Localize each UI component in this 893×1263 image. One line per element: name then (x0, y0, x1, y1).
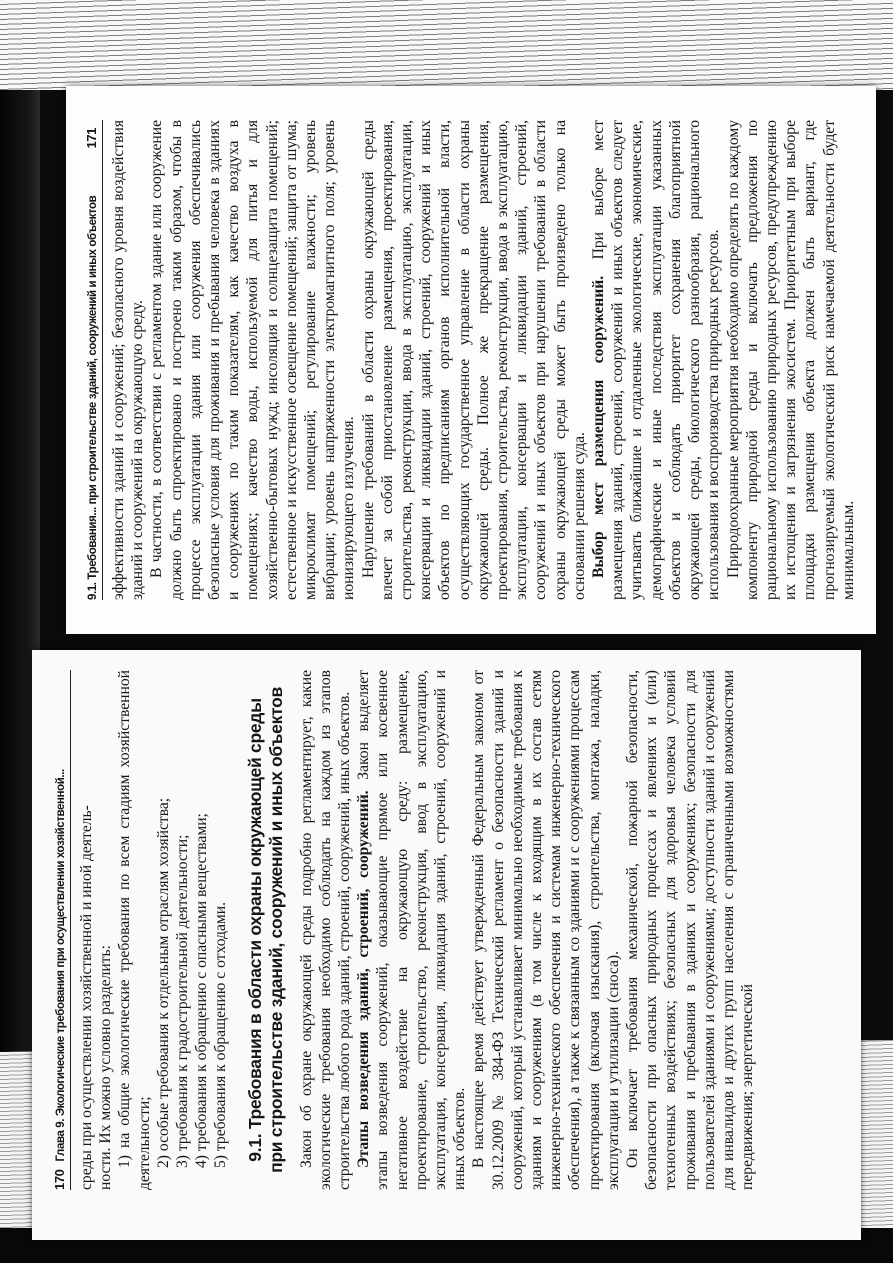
paragraph (354, 670, 469, 1190)
list-item: 1) на общие экологические требования по всем стадиям хозяйственной деятельности; (116, 670, 153, 1190)
paragraph (589, 120, 723, 600)
paragraph: Он включает требования механической, пожарной безопасности, безопасности при опасных природных процессах и явлениях и (или) техногенных воздействиях; безопасных для здоровья человека условий проживания и пребывания в зданиях и сооружениях; безопасности для пользователей зданиями и сооружениями; доступности зданий и сооружений для инвалидов и других групп населения с ограниченными возможностями передвижения; энергетической (624, 670, 757, 1190)
running-head-title: Глава 9. Экологические требования при осуществлении хозяйственной... (55, 769, 67, 1162)
list-item: 5) требования к обращению с отходами. (212, 901, 230, 1168)
paragraph-text: При выборе мест размещения зданий, строений, сооружений и иных объектов следует учитывать ближайшие и отдаленные экологические, экономические, демографические и иные последствия эксплуатации указанных объектов и соблюдать приоритет сохранения благоприятной окружающей среды, биологического разнообразия, рационального использования и воспроизводства природных ресурсов. (590, 120, 723, 600)
heading-line: при строительстве зданий, сооружений и иных объектов (265, 687, 286, 1173)
running-head-title: 9.1. Требования... при строительстве зданий, сооружений и иных объектов (87, 195, 99, 600)
page-number: 171 (84, 128, 99, 149)
running-head (52, 670, 71, 1190)
page-stack-edge (0, 0, 893, 90)
running-head (84, 120, 103, 600)
run-in-heading: Выбор мест размещения сооружений. (590, 275, 608, 578)
paragraph: В настоящее время действует утвержденный Федеральным законом от 30.12.2009 № 384-ФЗ Технический регламент о безопасности зданий и сооружений, который устанавливает минимально необходимые требования к зданиям и сооружениям (в том числе к входящим в их состав сетям инженерно-технического обеспечения и системам инженерно-технического обеспечения), а также к связанным со зданиями и с сооружениями процессам проектирования (включая изыскания), строительства, монтажа, наладки, эксплуатации и утилизации (сноса). (470, 670, 622, 1190)
list-item: 2) особые требования к отдельным отраслям хозяйства; (154, 797, 172, 1168)
paragraph: Нарушение требований в области охраны окружающей среды влечет за собой приостановление размещения, проектирования, строительства, реконструкции, ввода в эксплуатацию, эксплуатации, консервации и ликвидации зданий, строений, сооружений и иных объектов по предписаниям органов исполнительной власти, осуществляющих государственное управление в области охраны окружающей среды. Полное же прекращение размещения, проектирования, строительства, реконструкции, ввода в эксплуатацию, эксплуатации, консервации и ликвидации зданий, строений, сооружений и иных объектов при нарушении требований в области охраны окружающей среды может быть произведено только на основании решения суда. (359, 120, 588, 600)
text-line: среды при осуществлении хозяйственной и иной деятель- (78, 805, 95, 1190)
text-line: ности. Их можно условно разделить: (97, 945, 115, 1190)
paragraph (77, 670, 115, 1190)
section-heading (245, 670, 287, 1190)
paragraph: Природоохранные мероприятия необходимо определять по каждому компоненту природной среды и включать предложения по рациональному использованию природных ресурсов, предупреждению их истощения и загрязнения экосистем. Приоритетным при выборе площадки размещения объекта должен быть вариант, где прогнозируемый экологический риск намечаемой деятельности будет минимальным. (724, 120, 857, 600)
list-item: 4) требования к обращению с опасными веществами; (193, 813, 211, 1168)
paragraph: Закон об охране окружающей среды подробно регламентирует, какие экологические требования необходимо соблюдать на каждом из этапов строительства любого рода зданий, строений, сооружений, иных объектов. (297, 670, 354, 1190)
page-171-content (84, 120, 874, 600)
run-in-heading: Этапы возведения зданий, строений, сооружений. (355, 790, 373, 1168)
heading-line: 9.1. Требования в области охраны окружающей среды (244, 698, 265, 1162)
paragraph: В частности, в соответствии с регламентом здание или сооружение должно быть спроектировано и построено таким образом, чтобы в процессе эксплуатации здания или сооружения обеспечивались безопасные условия для проживания и пребывания человека в зданиях и сооружениях по таким показателям, как качество воздуха в помещениях; качество воды, используемой для питья и для хозяйственно-бытовых нужд; инсоляция и солнцезащита помещений; естественное и искусственное освещение помещений; защита от шума; микроклимат помещений; регулирование влажности; уровень вибрации; уровень напряженности электромагнитного поля; уровень ионизирующего излучения. (148, 120, 358, 600)
paragraph-text: Закон выделяет этапы возведения сооружений, оказывающие прямое или косвенное негативное воздействие на окружающую среду: размещение, проектирование, строительство, реконструкция, ввод в эксплуатацию, эксплуатация, консервация, ликвидация зданий, строений, сооружений и иных объектов. (355, 670, 469, 1190)
paragraph: эффективности зданий и сооружений; безопасного уровня воздействия зданий и сооружений на окружающую среду. (110, 120, 147, 600)
page-170-content (52, 670, 852, 1190)
list-item: 3) требования к градостроительной деятельности; (174, 834, 192, 1168)
page-number: 170 (52, 1169, 67, 1190)
